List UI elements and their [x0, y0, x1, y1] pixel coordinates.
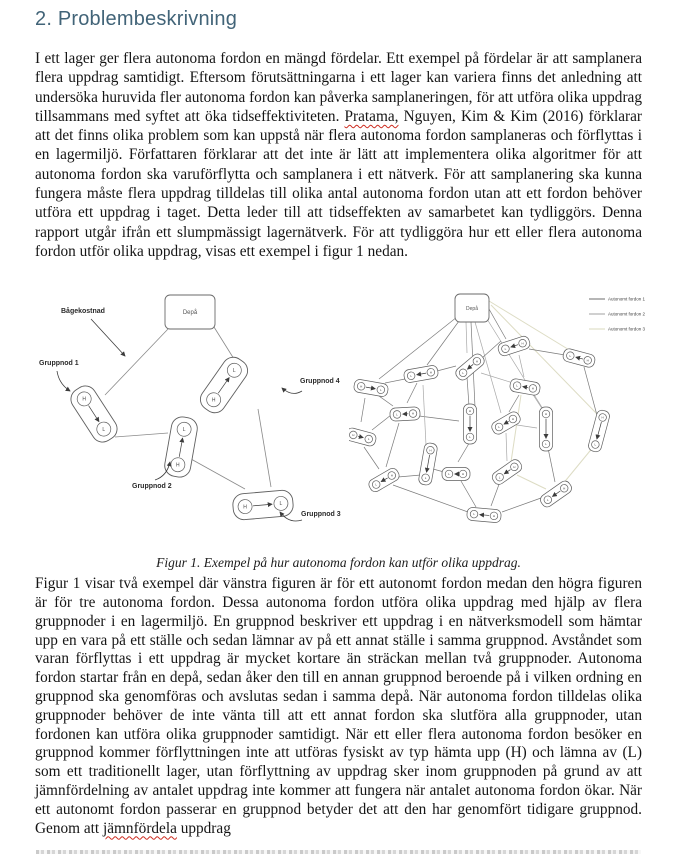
legend-item — [589, 312, 646, 317]
clipped-next-line — [36, 850, 641, 854]
label-arrow — [282, 388, 302, 393]
legend — [589, 297, 646, 332]
node-letter: H — [461, 472, 465, 477]
network-edge — [191, 459, 245, 489]
node-letter: H — [492, 514, 496, 519]
network-edge — [517, 475, 546, 489]
node-letter: L — [469, 435, 471, 440]
section-heading: 2. Problembeskrivning — [35, 8, 238, 30]
network-edge — [509, 395, 519, 412]
network-edge — [467, 377, 469, 406]
legend-label: Autonomt fordon 1 — [608, 296, 646, 302]
depot-box — [165, 295, 215, 329]
node-letter: H — [531, 386, 534, 391]
network-edge — [511, 395, 521, 462]
gruppnod-pill — [232, 490, 294, 521]
network-edge — [393, 485, 468, 512]
network-edge — [517, 425, 537, 428]
gruppnod-pill — [390, 407, 421, 422]
network-edge — [379, 396, 393, 406]
network-edge — [214, 327, 234, 359]
node-letter: L — [516, 383, 518, 388]
figure-right-diagram — [349, 279, 675, 551]
node-letter: H — [429, 448, 432, 453]
node-letter: H — [411, 411, 415, 416]
node-letter: H — [82, 396, 87, 403]
paragraph-2-text-a: Figur 1 visar två exempel där vänstra figuren är för ett autonomt fordon medan den högra figuren är för tre autonoma fordon. Dessa autonoma fordon utföra olika uppdrag med hjälp av flera gruppnoder i en lagermiljö. En gruppnod beskriver ett uppdrag i en nätverksmodell som hämtar upp en vara på ett ställe och sedan lämnar av på ett annat ställe i samma gruppnod. Avståndet som varan förflyttas i ett uppdrag är mycket kortare än sträckan mellan två gruppnoder. Autonoma fordon startar från en depå, sedan åker den till en annan gruppnod beroende på i vilken ordning en gruppnod ska genomföras och avslutas sedan i samma depå. När autonoma fordon tilldelas olika gruppnoder behöver de inte vänta till att ett annat fordon ska slutföra alla gruppnoder, utan fordonen kan utföra olika gruppnoder samtidigt. När ett eller flera autonoma fordon besöker en gruppnod kommer förflyttningen inte att utföras fysiskt av typ hämta upp (H) och lämna av (L) som ett traditionellt lager, utan förflyttning av uppdrag sker inom gruppnoden på grund av att jämnfördelning av antalet uppdrag inte kommer att fungera när antalet autonoma fordon ökar. När ett autonomt fordon passerar en gruppnod betyder det att den har genomfört tidigare gruppnod. Genom att — [35, 575, 642, 837]
paragraph-1 — [35, 49, 642, 261]
node-letter: H — [544, 412, 548, 417]
network-edge — [502, 498, 541, 512]
diagram-label: Bågekostnad — [61, 308, 105, 316]
legend-item — [589, 297, 646, 302]
network-edge — [385, 379, 405, 383]
node-letter: H — [176, 462, 180, 469]
network-edge — [407, 383, 417, 403]
node-letter: L — [504, 347, 507, 352]
network-edge — [364, 447, 379, 469]
depot-box — [455, 294, 489, 322]
network-edge — [105, 329, 168, 395]
depot-label: Depå — [182, 310, 198, 317]
node-letter: H — [429, 370, 432, 375]
node-letter: H — [475, 359, 478, 364]
network-edge — [461, 481, 476, 507]
gruppnod-pill — [490, 458, 524, 487]
node-letter: H — [211, 397, 216, 404]
gruppnod-pill — [163, 415, 199, 479]
network-edge — [437, 366, 456, 371]
gruppnod-pill — [464, 404, 477, 444]
network-edge — [423, 385, 426, 445]
node-letter: L — [279, 501, 283, 508]
paragraph-1-text-b: Nguyen, Kim & Kim (2016) förklarar att det finns olika problem som kan uppstå när flera autonoma fordon samplaneras och förflyttas i en lagermiljö. Författaren förklarar att det inte är lätt att implementera olika algoritmer för att autonoma fordon ska varuförflytta och samplanera i ett nätverk. För att samplanering ska kunna fungera måste flera uppdrag tilldelas till olika antal autonoma fordon utan att ett fordon behöver utföra ett uppdrag i taget. Detta leder till att tidseffekten av samarbetet kan tydliggörs. Denna rapport utgår ifrån ett slumpmässigt lagernätverk. För att tydliggöra hur ett eller flera autonoma fordon utför olika uppdrag, visas ett exempel i figur 1 nedan. — [35, 107, 642, 260]
node-letter: H — [390, 473, 393, 478]
label-arrow — [57, 371, 70, 391]
node-letter: H — [521, 341, 524, 346]
gruppnod-pill — [466, 507, 501, 523]
paragraph-2 — [35, 575, 642, 838]
gruppnod-pill — [349, 427, 377, 447]
paragraph-2-text-b: uppdrag — [176, 819, 231, 837]
diagram-label: Gruppnod 2 — [132, 483, 172, 491]
network-edge — [562, 446, 594, 485]
node-letter: L — [498, 475, 501, 480]
node-letter: L — [396, 412, 398, 417]
network-edge — [427, 321, 459, 365]
gruppnod-pill — [490, 410, 522, 436]
node-letter: H — [468, 409, 472, 414]
figure-1 — [31, 279, 656, 551]
node-letter: L — [448, 472, 450, 477]
gruppnod-pill — [367, 467, 401, 494]
node-letter: L — [545, 442, 547, 447]
gruppnod-pill — [540, 407, 553, 451]
node-letter: H — [601, 415, 604, 420]
gruppnod-pill — [353, 379, 389, 398]
node-letter: H — [360, 384, 363, 389]
gruppnod-pill — [497, 335, 531, 357]
network-edge — [466, 322, 467, 353]
paragraph-1-text-a: I ett lager ger flera autonoma fordon en mängd fördelar. Ett exempel på fördelar är att samplanera flera uppdrag samtidigt. Eftersom förutsättningarna i ett lager kan variera finns det anledning att undersöka huruvida fler autonoma fordon kan påverka samplaneringen, för att utföra olika uppdrag tillsammans med syftet att öka tidseffektiviteten. — [35, 50, 642, 125]
node-letter: L — [102, 427, 106, 434]
network-edge — [481, 373, 510, 382]
network-edge — [506, 433, 507, 461]
network-edge — [398, 475, 421, 477]
node-letter: L — [569, 354, 572, 359]
legend-label: Autonomt fordon 3 — [608, 326, 646, 332]
network-edge — [529, 349, 565, 355]
diagram-label: Gruppnod 4 — [300, 378, 340, 386]
gruppnod-pill — [562, 348, 596, 369]
gruppnod-pill — [509, 378, 541, 396]
network-edge — [584, 367, 598, 419]
node-letter: L — [367, 437, 370, 442]
gruppnod-pill — [454, 352, 487, 383]
node-letter: H — [513, 465, 516, 470]
depot-label: Depå — [466, 306, 478, 313]
node-letter: L — [594, 442, 597, 447]
node-letter: L — [232, 368, 236, 375]
gruppnod-pill — [196, 353, 252, 417]
network-edge — [361, 398, 365, 422]
node-letter: H — [511, 417, 515, 422]
network-edge — [489, 309, 506, 339]
gruppnod-pill — [538, 479, 573, 509]
node-letter: H — [563, 486, 566, 491]
node-letter: L — [410, 374, 412, 379]
node-letter: H — [586, 358, 589, 363]
gruppnod-pill — [67, 382, 121, 446]
legend-label: Autonomt fordon 2 — [608, 311, 646, 317]
gruppnod-pill — [587, 409, 610, 453]
gruppnod-pill — [418, 442, 438, 486]
gruppnod-pill — [442, 468, 470, 481]
network-edge — [115, 433, 168, 437]
figure-left-diagram — [31, 279, 349, 547]
node-letter: L — [498, 425, 500, 430]
network-edge — [532, 393, 543, 410]
node-letter: L — [462, 371, 464, 376]
label-arrow — [91, 319, 125, 356]
node-letter: L — [546, 498, 549, 503]
misspelled-word-jamnfordela: jämnfördela — [102, 819, 177, 837]
network-edge — [372, 415, 391, 430]
node-letter: L — [375, 482, 378, 487]
gruppnod-pill — [403, 365, 439, 384]
network-edge — [519, 355, 524, 377]
node-letter: H — [243, 504, 247, 511]
network-edge — [386, 423, 399, 467]
diagram-label: Gruppnod 1 — [39, 360, 79, 368]
node-letter: H — [352, 433, 355, 438]
node-letter: L — [182, 427, 186, 434]
misspelled-word-pratama: Pratama, — [344, 107, 399, 125]
figure-caption: Figur 1. Exempel på hur autonoma fordon kan utför olika uppdrag. — [156, 555, 521, 571]
network-edge — [487, 319, 543, 409]
diagram-label: Gruppnod 3 — [301, 511, 341, 519]
network-edge — [548, 448, 555, 482]
node-letter: L — [380, 388, 382, 393]
node-letter: L — [424, 476, 427, 481]
node-letter: L — [473, 512, 475, 517]
network-edge — [258, 409, 271, 487]
legend-item — [589, 327, 646, 332]
